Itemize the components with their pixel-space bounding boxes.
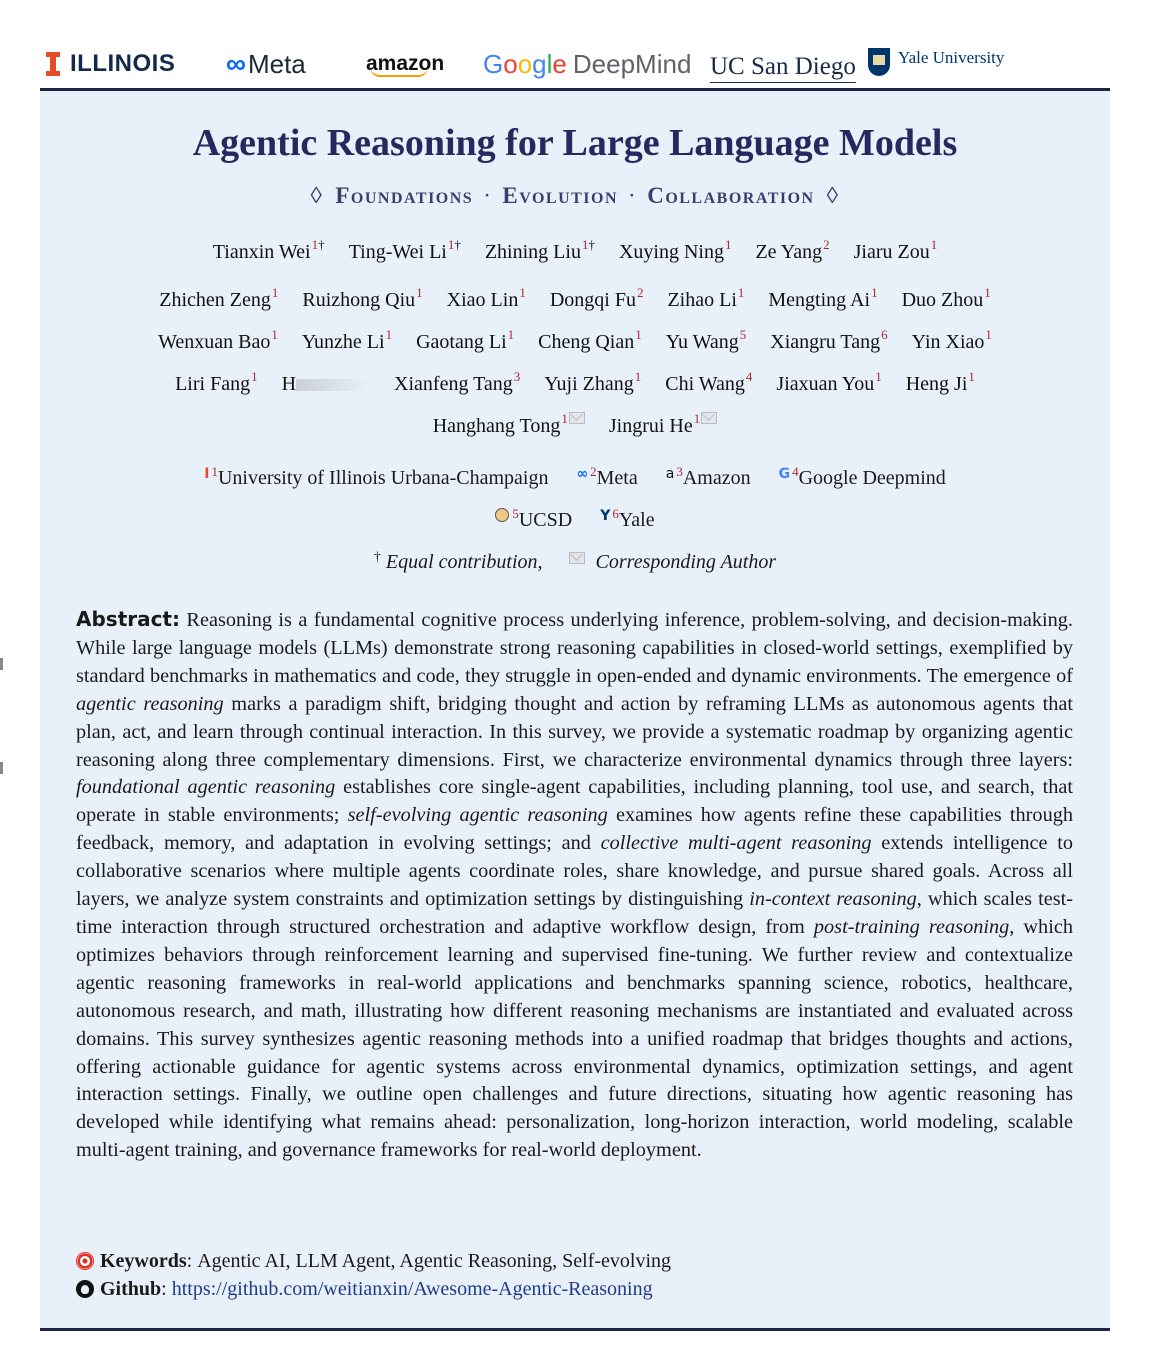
author-name: Heng Ji <box>905 373 968 395</box>
author-name: Duo Zhou <box>901 289 984 311</box>
paper-title: Agentic Reasoning for Large Language Models <box>192 122 958 164</box>
colon: : <box>161 1278 172 1300</box>
author-affiliation-number <box>725 237 732 252</box>
keywords-value: Agentic AI, LLM Agent, Agentic Reasoning, Self-evolving <box>197 1250 672 1272</box>
diamond-icon: ◊ <box>310 183 324 208</box>
author-name: Ruizhong Qiu <box>302 289 416 311</box>
affiliation <box>779 464 946 490</box>
author-name: Mengting Ai <box>768 289 871 311</box>
affiliation-number: 1 <box>968 369 975 384</box>
author <box>755 237 829 264</box>
meta-logo <box>226 40 306 88</box>
logo-strip <box>40 40 1110 88</box>
author-affiliation-number <box>508 327 515 342</box>
dagger-mark: † <box>588 237 595 252</box>
yale-shield-icon <box>868 48 890 76</box>
affiliation-number: 4 <box>792 464 799 479</box>
abstract-emphasis: self-evolving agentic reasoning <box>347 804 608 827</box>
abstract-emphasis: foundational agentic reasoning <box>76 776 336 799</box>
author-name: Chi Wang <box>665 373 745 395</box>
author <box>158 327 278 354</box>
author <box>667 285 744 312</box>
meta-icon: ∞ <box>576 466 589 482</box>
mail-icon <box>569 552 585 564</box>
author-name: Cheng Qian <box>538 331 635 353</box>
author <box>485 237 595 264</box>
author-affiliation-number <box>386 327 393 342</box>
meta-logo-text: Meta <box>247 48 306 79</box>
author-affiliation-number <box>561 411 568 426</box>
github-line <box>76 1275 671 1303</box>
author-affiliation-number <box>251 369 258 384</box>
author <box>619 237 732 264</box>
author-affiliation-number <box>881 327 888 342</box>
affiliation-number: 1 <box>634 369 642 384</box>
author-name: Jiaru Zou <box>853 241 930 263</box>
author-name: Xiao Lin <box>446 289 519 311</box>
affiliation-number: 1 <box>447 237 455 252</box>
abstract-text: , which optimizes behaviors through reinforcement learning and supervised fine-tuning. We further review and contextualize agentic reasoning frameworks in real-world applications and benchmarks spanning science, robotics, healthcare, autonomous research, and math, illustrating how different reasoning mechanisms are instantiated and evaluated across domains. This survey synthesizes agentic reasoning methods into a unified roadmap that bridges thoughts and actions, offering actionable guidance for agentic systems across environmental dynamics, optimization settings, and agent interaction settings. Finally, we outline open challenges and future directions, situating how agentic reasoning has developed while identifying what remains ahead: personalization, long-horizon interaction, world modeling, scalable multi-agent training, and governance frameworks for real-world deployment. <box>76 915 1073 1162</box>
affiliation-number: 3 <box>676 464 683 479</box>
google-deepmind-logo <box>483 40 691 88</box>
amazon-logo-text: amazon <box>366 51 445 75</box>
author <box>175 369 258 396</box>
paper-subtitle <box>40 183 1110 209</box>
author-affiliation-number <box>514 369 521 384</box>
affiliation-number: 5 <box>739 327 747 342</box>
edge-mark <box>0 658 3 670</box>
affiliation-number: 1 <box>984 285 991 300</box>
affiliation-number: 1 <box>635 327 642 342</box>
abstract-emphasis: collective multi-agent reasoning <box>600 832 872 855</box>
abstract-text: marks a paradigm shift, bridging thought and action by reframing LLMs as autonomous agents that plan, act, and learn through continual interaction. In this survey, we provide a systematic roadmap by organizing agentic reasoning along three complementary dimensions. First, we characterize environmental dynamics through three layers: <box>76 692 1073 771</box>
corresponding-author-note: Corresponding Author <box>595 551 777 573</box>
abstract-emphasis: post-training reasoning <box>813 915 1010 938</box>
author-affiliation-number <box>984 285 991 300</box>
affiliation-number: 1 <box>519 285 526 300</box>
author-name: Gaotang Li <box>416 331 507 353</box>
subtitle-item: Foundations <box>335 183 474 208</box>
abstract-text: examines how agents refine these capabilities through feedback, memory, and adaptation in evolving settings; and <box>76 804 1073 855</box>
author-name: Yin Xiao <box>911 331 985 353</box>
author <box>433 411 585 438</box>
author-name: Hanghang Tong <box>432 415 561 437</box>
author-name: Jingrui He <box>608 415 693 437</box>
colon: : <box>186 1250 198 1272</box>
google-letter: o <box>503 48 518 79</box>
affiliation-name: UCSD <box>518 509 573 531</box>
google-icon: G <box>778 466 791 482</box>
affiliation-number: 1 <box>416 285 423 300</box>
affiliation-number: 3 <box>513 369 521 384</box>
author <box>770 327 887 354</box>
github-link[interactable]: https://github.com/weitianxin/Awesome-Agentic-Reasoning <box>171 1278 653 1300</box>
author <box>302 327 392 354</box>
yale-logo-text: Yale University <box>898 48 1005 67</box>
dagger-mark: † <box>373 550 381 565</box>
affiliation-name: Yale <box>618 509 655 531</box>
subtitle-item: Collaboration <box>647 183 815 208</box>
ucsd-icon <box>495 508 509 522</box>
author-name: Xianfeng Tang <box>394 373 513 395</box>
mail-icon <box>701 412 717 424</box>
affiliation-name: Google Deepmind <box>798 467 946 489</box>
amazon-logo <box>366 40 444 88</box>
affiliation-number: 1 <box>724 237 732 252</box>
affiliation <box>600 506 654 532</box>
author-name: Yuji Zhang <box>544 373 634 395</box>
affiliation-number: 1 <box>311 237 319 252</box>
author-name: Xiangru Tang <box>770 331 881 353</box>
author-name: Zhichen Zeng <box>159 289 271 311</box>
google-letter: l <box>546 48 553 79</box>
author <box>544 369 641 396</box>
affiliation <box>204 464 548 490</box>
edge-mark <box>0 762 3 774</box>
affiliation-row <box>40 506 1110 532</box>
affiliation-number: 1 <box>271 285 279 300</box>
author <box>159 285 278 312</box>
author <box>447 285 526 312</box>
redacted-name <box>296 379 370 391</box>
author <box>394 369 520 396</box>
author-affiliation-number <box>635 369 642 384</box>
illinois-icon: I <box>204 466 210 482</box>
ucsd-logo <box>710 52 856 83</box>
author-affiliation-number <box>312 237 325 252</box>
meta-infinity-icon: ∞ <box>226 48 246 79</box>
author <box>213 237 325 264</box>
abstract-body <box>76 609 1073 1161</box>
author-row <box>40 285 1110 312</box>
author-affiliation-number <box>519 285 526 300</box>
author <box>550 285 644 312</box>
author-name: Zihao Li <box>667 289 737 311</box>
subtitle-item: Evolution <box>502 183 619 208</box>
yale-icon: Y <box>600 508 611 524</box>
subtitle-separator: · <box>628 183 638 208</box>
author-name: Ze Yang <box>755 241 823 263</box>
author <box>538 327 642 354</box>
affiliation-number: 1 <box>581 237 589 252</box>
affiliation-name: University of Illinois Urbana-Champaign <box>217 467 549 489</box>
affiliation-name: Amazon <box>682 467 751 489</box>
author-affiliation-number <box>740 327 747 342</box>
affiliation-number: 1 <box>251 369 258 384</box>
author <box>776 369 881 396</box>
keywords-label: Keywords <box>100 1250 187 1272</box>
google-letter: G <box>483 48 504 79</box>
abstract-text: establishes core single-agent capabilities, including planning, tool use, and search, that operate in stable environments; <box>76 776 1074 827</box>
author-affiliation-number <box>635 327 642 342</box>
author-name: Xuying Ning <box>618 241 724 263</box>
author-name: Yu Wang <box>665 331 739 353</box>
author-affiliation-number <box>637 285 644 300</box>
author <box>282 373 370 396</box>
author-name: Wenxuan Bao <box>158 331 271 353</box>
affiliation-number: 1 <box>985 327 992 342</box>
affiliation-number: 1 <box>871 285 878 300</box>
author-affiliation-number <box>694 411 701 426</box>
amazon-icon: a <box>665 466 675 482</box>
author <box>416 327 514 354</box>
illinois-i-icon <box>46 52 60 76</box>
affiliation-number: 5 <box>512 506 519 521</box>
author-name: Yunzhe Li <box>301 331 385 353</box>
target-icon <box>76 1252 94 1270</box>
abstract <box>76 606 1073 1165</box>
author-affiliation-number <box>968 369 975 384</box>
bottom-rule <box>40 1328 1110 1331</box>
affiliation-number: 1 <box>211 464 218 479</box>
author-affiliation-number <box>823 237 830 252</box>
affiliation-number: 2 <box>823 237 830 252</box>
author-affiliation-number <box>738 285 745 300</box>
affiliation-number: 1 <box>930 237 938 252</box>
author-name: Liri Fang <box>175 373 251 395</box>
affiliation-number: 2 <box>590 464 597 479</box>
abstract-text: extends intelligence to collaborative scenarios where multiple agents coordinate roles, share knowledge, and pursue shared goals. Across all layers, we analyze system constraints and optimization settings by distinguishing <box>76 832 1073 911</box>
affiliation-number: 1 <box>693 411 701 426</box>
affiliation-number: 6 <box>881 327 888 342</box>
subtitle-separator: · <box>483 183 493 208</box>
github-label: Github <box>100 1278 162 1300</box>
google-letter: e <box>552 48 567 79</box>
author <box>349 237 461 264</box>
mail-icon <box>569 412 585 424</box>
equal-contribution-note: Equal contribution, <box>385 551 543 573</box>
ucsd-logo-text: UC San Diego <box>710 53 856 80</box>
affiliation-number: 2 <box>636 285 644 300</box>
affiliation-number: 1 <box>271 327 278 342</box>
author-affiliation-number <box>746 369 753 384</box>
author-row <box>40 237 1110 264</box>
author <box>302 285 422 312</box>
author <box>912 327 992 354</box>
affiliation-number: 1 <box>875 369 882 384</box>
illinois-logo-text: ILLINOIS <box>70 50 176 77</box>
author-name: H <box>281 373 297 395</box>
author-name: Tianxin Wei <box>212 241 311 263</box>
author-affiliation-number <box>448 237 461 252</box>
author-affiliation-number <box>871 285 878 300</box>
affiliation-number: 4 <box>745 369 753 384</box>
abstract-text: Reasoning is a fundamental cognitive process underlying inference, problem-solving, and decision-making. While large language models (LLMs) demonstrate strong reasoning capabilities in closed-world settings, exemplified by standard benchmarks in mathematics and code, they struggle in open-ended and dynamic environments. The emergence of <box>76 609 1073 687</box>
abstract-text: , which scales test-time interaction through structured orchestration and adaptive workflow design, from <box>76 888 1073 938</box>
diamond-icon: ◊ <box>826 183 840 208</box>
abstract-label: Abstract: <box>76 607 181 631</box>
affiliation-number: 1 <box>561 411 568 426</box>
paper-meta <box>76 1247 671 1303</box>
dagger-mark: † <box>454 237 461 252</box>
affiliation <box>666 464 751 490</box>
author <box>609 411 717 438</box>
affiliation <box>495 506 572 532</box>
abstract-emphasis: in-context reasoning <box>749 888 917 911</box>
author-name: Jiaxuan You <box>776 373 875 395</box>
author-name: Zhining Liu <box>484 241 581 263</box>
affiliation-number: 1 <box>507 327 515 342</box>
keywords-line <box>76 1247 671 1275</box>
author-row <box>40 411 1110 438</box>
author <box>768 285 877 312</box>
author-name: Ting-Wei Li <box>348 241 447 263</box>
dagger-mark: † <box>318 237 325 252</box>
google-letter: g <box>532 48 547 79</box>
author <box>666 327 747 354</box>
author-affiliation-number <box>272 285 279 300</box>
abstract-emphasis: agentic reasoning <box>76 692 224 715</box>
author-affiliation-number <box>271 327 278 342</box>
affiliation <box>576 464 637 490</box>
affiliation-number: 1 <box>737 285 745 300</box>
github-icon <box>76 1280 94 1298</box>
author <box>665 369 752 396</box>
author-affiliation-number <box>931 237 938 252</box>
author-affiliation-number <box>985 327 992 342</box>
deepmind-logo-text: DeepMind <box>572 48 692 79</box>
author-notes <box>40 550 1110 574</box>
author <box>906 369 975 396</box>
affiliation-number: 1 <box>385 327 393 342</box>
author-affiliation-number <box>416 285 423 300</box>
affiliation-number: 6 <box>612 506 619 521</box>
affiliation-name: Meta <box>596 467 638 489</box>
author <box>902 285 991 312</box>
author-affiliation-number <box>875 369 882 384</box>
google-letter: o <box>517 48 533 79</box>
paper-front-panel <box>40 91 1110 1328</box>
illinois-logo <box>46 40 175 88</box>
author <box>854 237 938 264</box>
author-row <box>40 327 1110 354</box>
amazon-smile-icon <box>370 67 428 77</box>
author-row <box>40 369 1110 396</box>
author-affiliation-number <box>582 237 595 252</box>
author-name: Dongqi Fu <box>549 289 636 311</box>
affiliation-row <box>40 464 1110 490</box>
